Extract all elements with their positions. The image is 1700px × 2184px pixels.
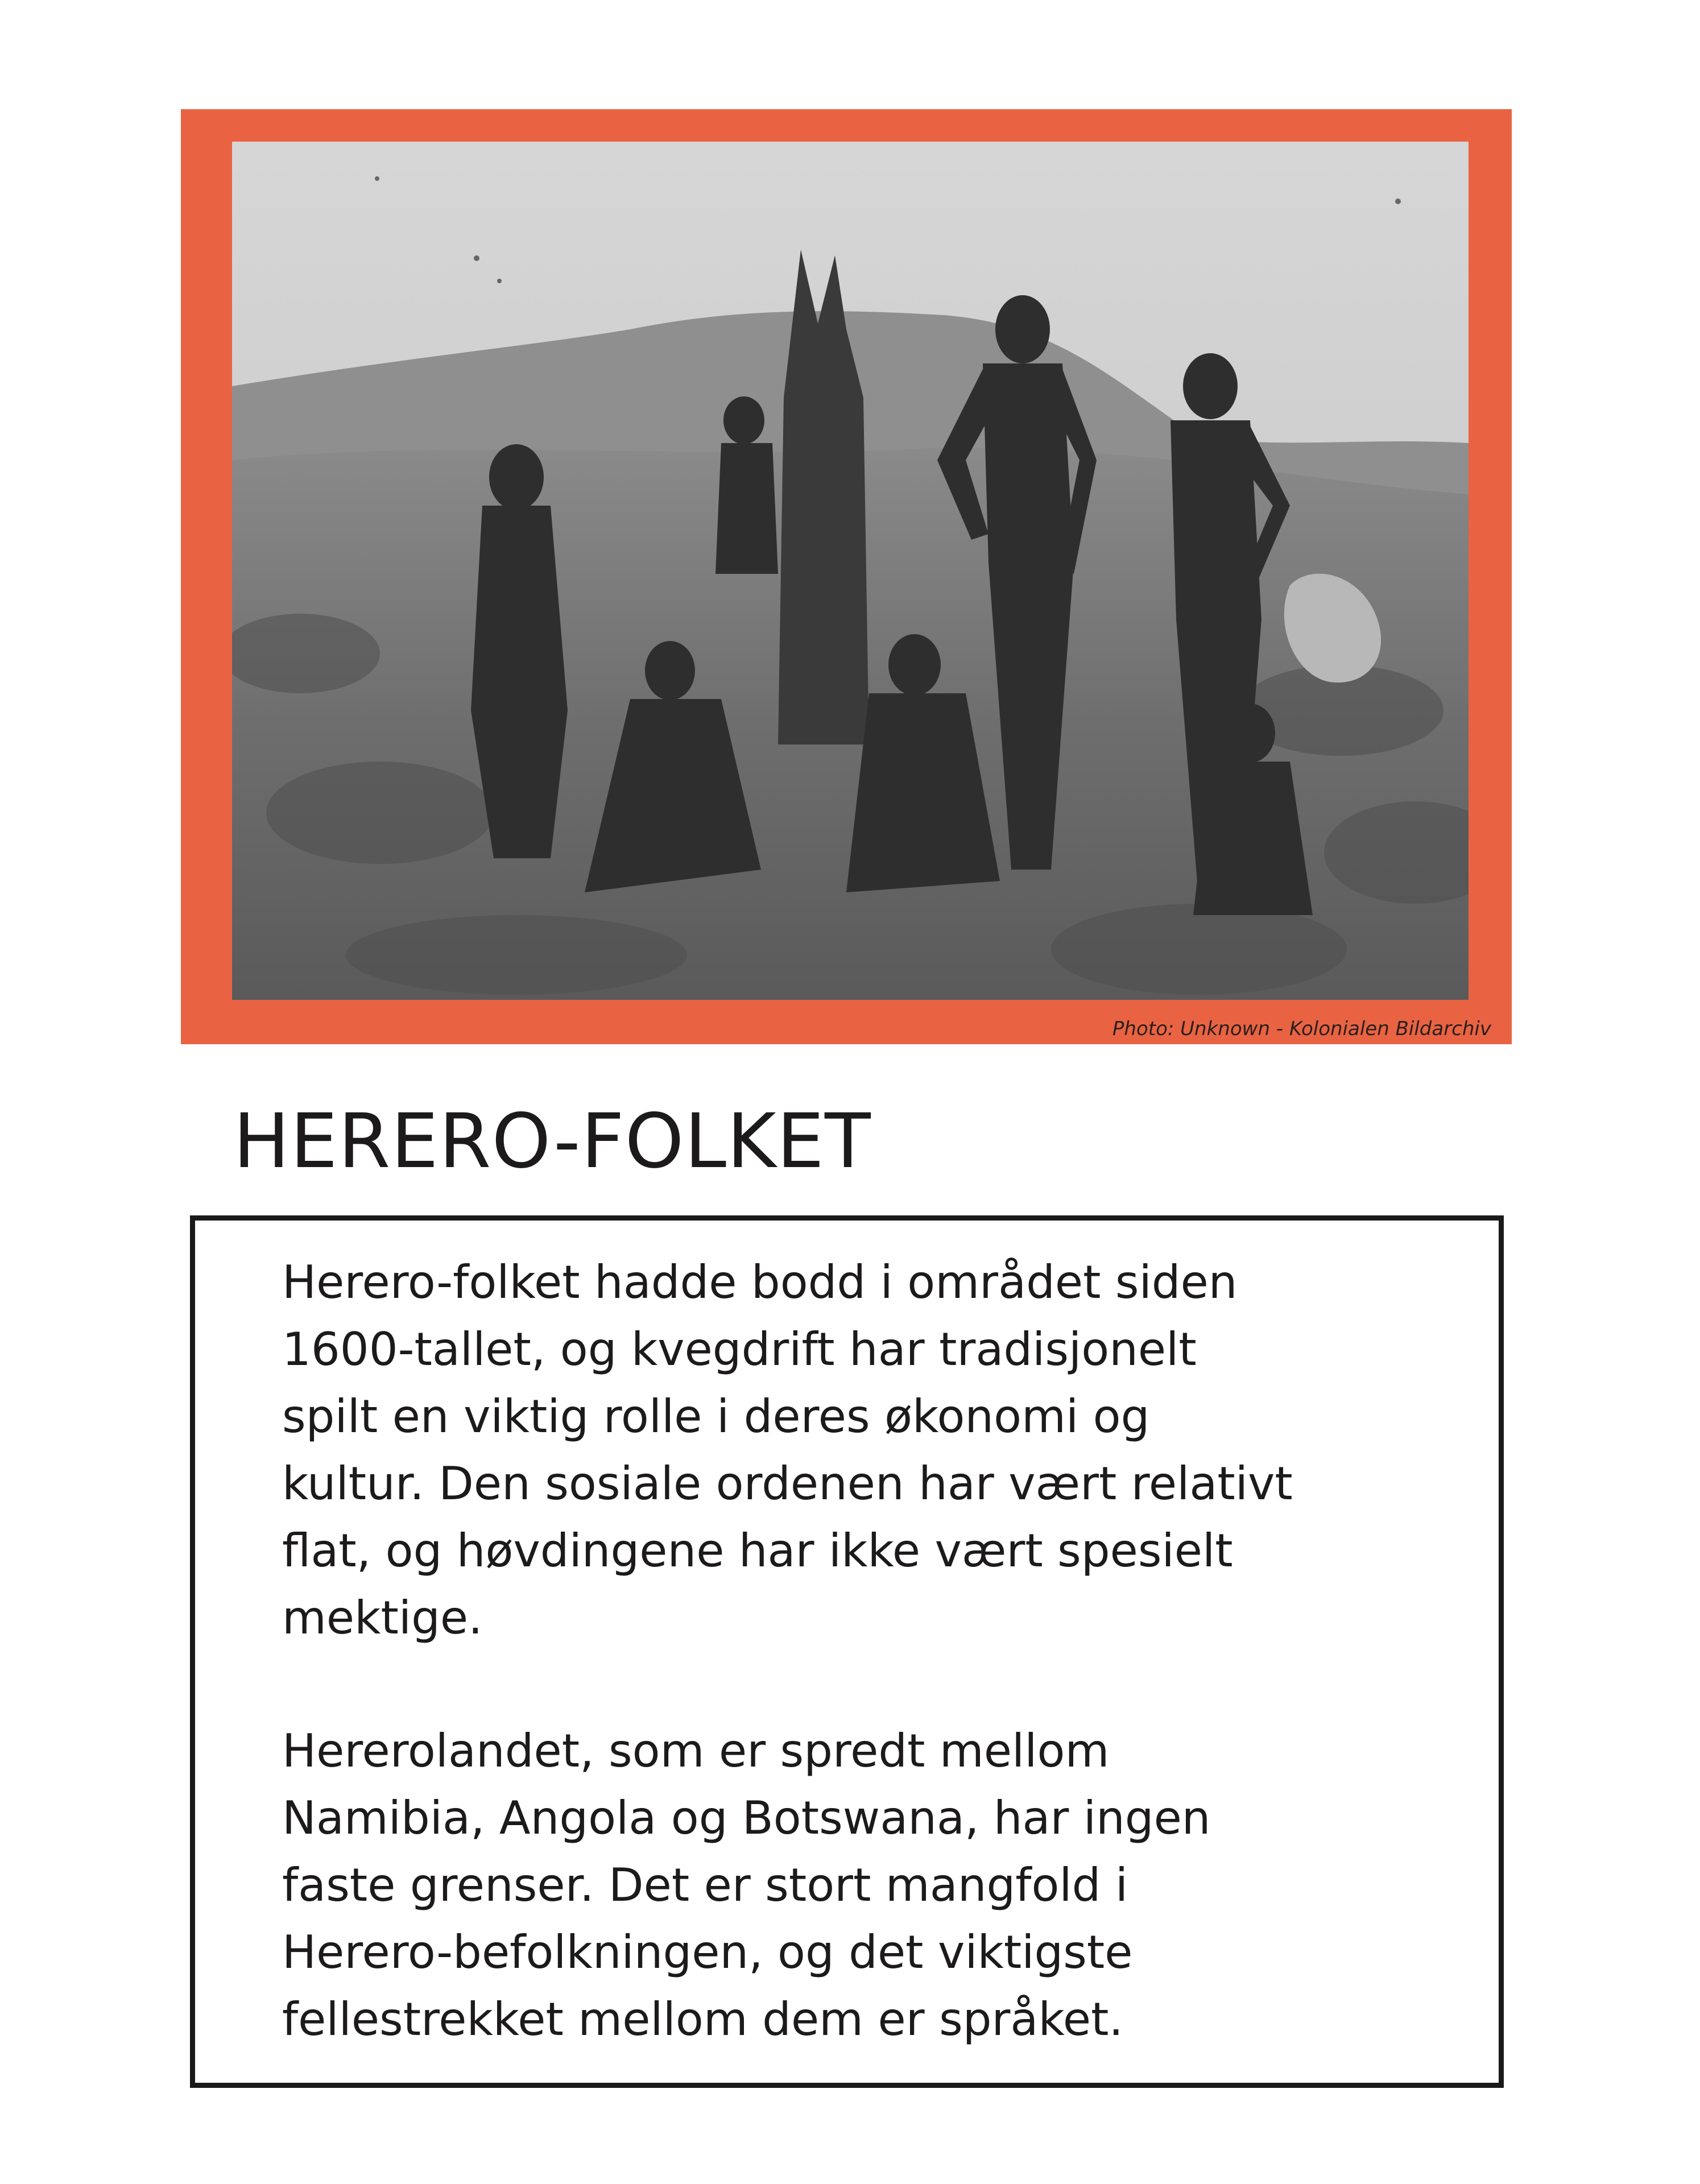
paragraph-1-line: spilt en viktig rolle i deres økonomi og	[282, 1390, 1150, 1443]
photo-illustration	[232, 142, 1469, 1000]
paragraph-1-line: flat, og høvdingene har ikke vært spesielt	[282, 1524, 1233, 1577]
text-box	[190, 1215, 1504, 2088]
photo-credit: Photo: Unknown - Kolonialen Bildarchiv	[1112, 1017, 1491, 1040]
paragraph-2-line: Herero-befolkningen, og det viktigste	[282, 1926, 1133, 1979]
paragraph-2	[282, 1718, 1211, 2053]
photo-frame	[181, 109, 1512, 1044]
paragraph-1-line: Herero-folket hadde bodd i området siden	[282, 1256, 1238, 1309]
paragraph-1-line: 1600-tallet, og kvegdrift har tradisjonelt	[282, 1323, 1197, 1376]
paragraph-2-line: Hererolandet, som er spredt mellom	[282, 1724, 1110, 1777]
historical-photo	[232, 142, 1469, 1000]
paragraph-2-line: faste grenser. Det er stort mangfold i	[282, 1859, 1128, 1912]
paragraph-2-line: Namibia, Angola og Botswana, har ingen	[282, 1792, 1211, 1844]
paragraph-1-line: kultur. Den sosiale ordenen har vært relativt	[282, 1457, 1293, 1510]
paragraph-1-line: mektige.	[282, 1591, 483, 1644]
page-title: HERERO-FOLKET	[233, 1098, 871, 1185]
paragraph-1	[282, 1249, 1293, 1652]
paragraph-2-line: fellestrekket mellom dem er språket.	[282, 1993, 1123, 2046]
